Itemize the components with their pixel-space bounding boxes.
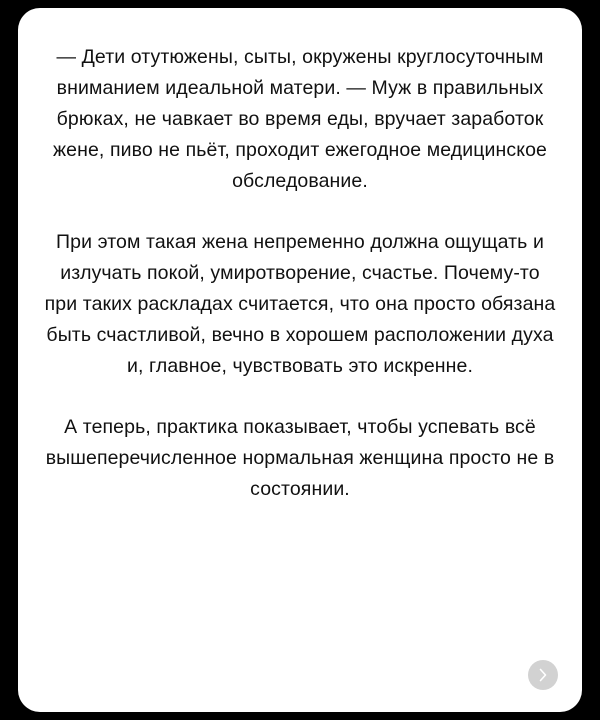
paragraph-3: А теперь, практика показывает, чтобы успевать всё вышеперечисленное нормальная женщина просто не в состоянии. [45,416,555,500]
paragraph-2: При этом такая жена непременно должна ощущать и излучать покой, умиротворение, счастье. Почему-то при таких раскладах считается, что она просто обязана быть счастливой, вечно в хорошем расположении духа и, главное, чувствовать это искренне. [44,231,556,377]
chevron-right-icon[interactable] [528,660,558,690]
paragraph-1: — Дети отутюжены, сыты, окружены круглосуточным вниманием идеальной матери. — Муж в правильных брюках, не чавкает во время еды, вручает заработок жене, пиво не пьёт, проходит ежегодное медицинское обследование. [53,46,547,192]
text-card [18,8,582,712]
